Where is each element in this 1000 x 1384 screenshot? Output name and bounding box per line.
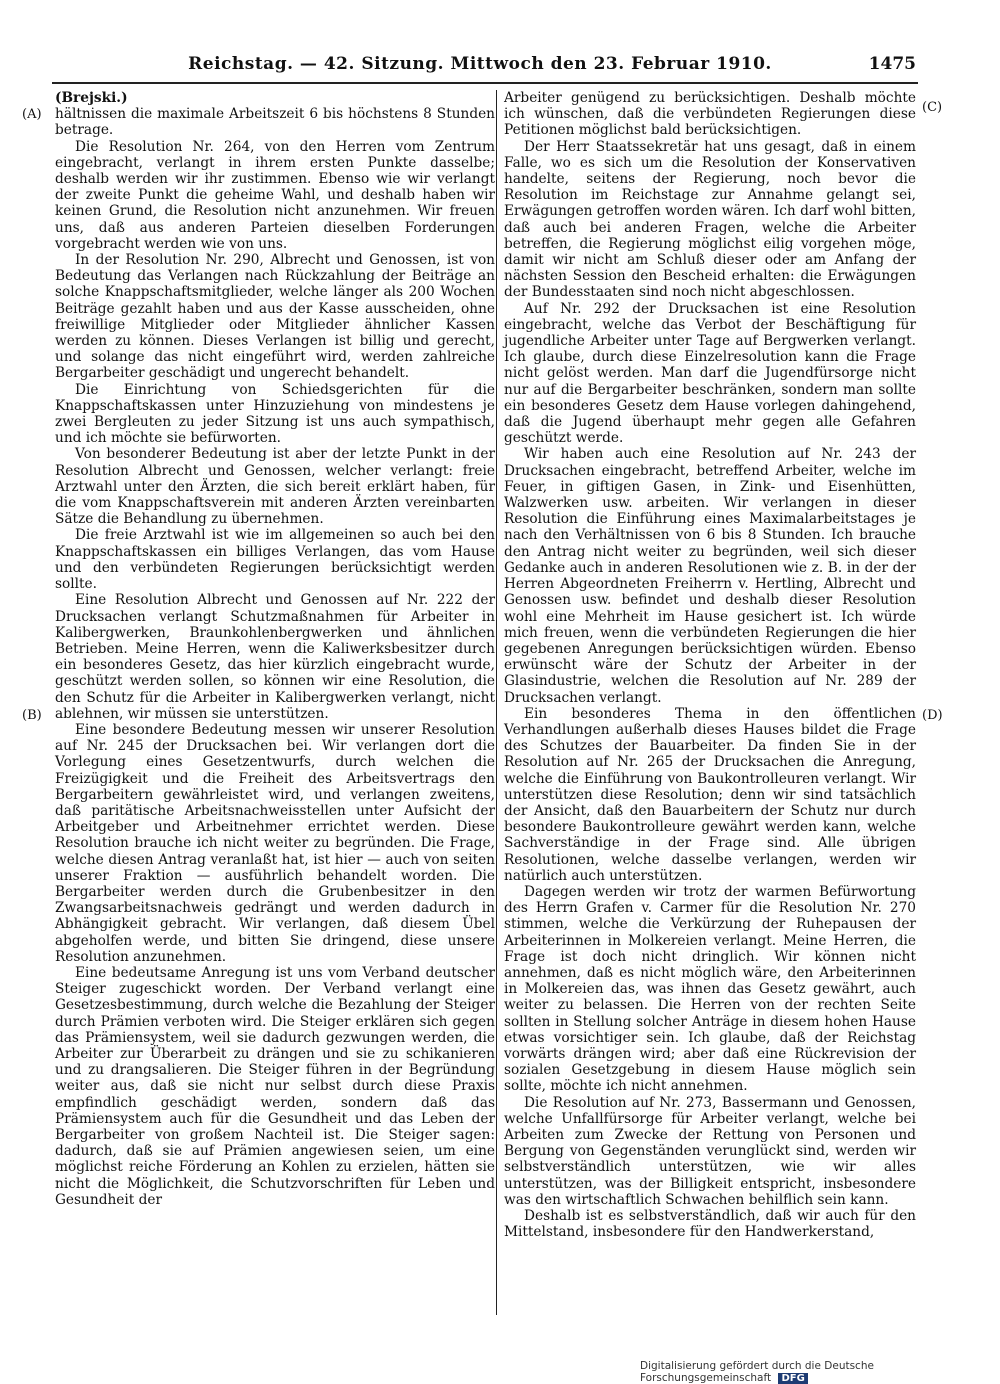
- column-divider: [496, 90, 497, 1315]
- paragraph: Eine besondere Bedeutung messen wir unserer Resolution auf Nr. 245 der Drucksachen bei. Wir verlangen dort die Vorlegung eines Gesetzentwurfs, durch welchen die Freizügigkeit und die Freiheit des Arbeitsvertrags den Bergarbeitern gewährleistet wird, und verlangen zweitens, daß paritätische Arbeitsnachweisstellen unter Aufsicht der Arbeitgeber und Arbeitnehmer errichtet werden. Diese Resolution brauche ich nicht weiter zu begründen. Die Frage, welche diesen Antrag veranlaßt hat, ist hier — auch von seiten unserer Fraktion — ausführlich behandelt worden. Die Bergarbeiter werden durch die Grubenbesitzer in den Zwangsarbeitsnachweis gedrängt und werden dadurch in Abhängigkeit gebracht. Wir verlangen, daß diesem Übel abgeholfen werde, und bitten Sie dringend, diese unsere Resolution anzunehmen.: [55, 721, 495, 965]
- paragraph: Die Einrichtung von Schiedsgerichten für die Knappschaftskassen unter Hinzuziehung von mindestens je zwei Bergleuten zu jeder Sitzung ist uns auch sympathisch, und ich möchte sie befürworten.: [55, 381, 495, 447]
- footer-text: Digitalisierung gefördert durch die Deutsche Forschungsgemeinschaft: [640, 1360, 874, 1384]
- page-number: 1475: [868, 54, 916, 74]
- paragraph: Auf Nr. 292 der Drucksachen ist eine Resolution eingebracht, welche das Verbot der Beschäftigung für jugendliche Arbeiter unter Tage auf Bergwerken verlangt. Ich glaube, durch diese Einzelresolution kann die Frage nicht gelöst werden. Man darf die Jugendfürsorge nicht nur auf die Bergarbeiter beschränken, sondern man sollte ein besonderes Gesetz dem Hause vorlegen dahingehend, daß die Jugend überhaupt mehr gegen alle Gefahren geschützt werde.: [504, 300, 916, 447]
- margin-mark-d: (D): [922, 708, 943, 723]
- page-header: [40, 54, 920, 80]
- right-column: [504, 90, 916, 1240]
- paragraph: Die Resolution Nr. 264, von den Herren vom Zentrum eingebracht, verlangt in ihrem ersten Punkte dasselbe; deshalb werden wir ihr zustimmen. Ebenso wie wir verlangt der zweite Punkt die geheime Wahl, und deshalb haben wir keinen Grund, die Resolution nicht anzunehmen. Wir freuen uns, daß aus anderen Parteien dieselben Forderungen vorgebracht werden wie von uns.: [55, 138, 495, 252]
- margin-mark-c: (C): [922, 100, 943, 115]
- paragraph: Die freie Arztwahl ist wie im allgemeinen so auch bei den Knappschaftskassen ein billiges Verlangen, das vom Hause und den verbündeten Regierungen berücksichtigt werden sollte.: [55, 527, 495, 593]
- margin-mark-b: (B): [22, 708, 42, 723]
- running-title: Reichstag. — 42. Sitzung. Mittwoch den 23. Februar 1910.: [188, 54, 772, 74]
- paragraph: hältnissen die maximale Arbeitszeit 6 bis höchstens 8 Stunden betrage.: [55, 106, 495, 139]
- paragraph: In der Resolution Nr. 290, Albrecht und Genossen, ist von Bedeutung das Verlangen nach Rückzahlung der Beiträge an solche Knappschaftsmitglieder, welche länger als 200 Wochen Beiträge gezahlt haben und aus der Kasse ausscheiden, ohne freiwillige Mitglieder oder Mitglieder ähnlicher Kassen werden zu können. Dieses Verlangen ist billig und gerecht, und solange das nicht eingeführt wird, werden zahlreiche Bergarbeiter geschädigt und ungerecht behandelt.: [55, 252, 495, 382]
- left-column: [55, 90, 495, 1208]
- paragraph: Wir haben auch eine Resolution auf Nr. 243 der Drucksachen eingebracht, betreffend Arbeiter, welche im Feuer, in giftigen Gasen, in Zink- und Eisenhütten, Walzwerken usw. arbeiten. Wir verlangen in dieser Resolution die Einführung eines Maximalarbeitstages je nach den Verhältnissen von 6 bis 8 Stunden. Ich brauche den Antrag nicht weiter zu begründen, weil sich dieser Gedanke auch in anderen Resolutionen wie z. B. in der der Herren Abgeordneten Freiherrn v. Hertling, Albrecht und Genossen usw. befindet und deshalb dieser Resolution wohl eine Mehrheit im Hause gesichert ist. Ich würde mich freuen, wenn die verbündeten Regierungen die hier gegebenen Anregungen berücksichtigen würden. Ebenso erwünscht wäre der Schutz der Arbeiter in der Glasindustrie, welchen die Resolution auf Nr. 289 der Drucksachen verlangt.: [504, 446, 916, 706]
- paragraph: Ein besonderes Thema in den öffentlichen Verhandlungen außerhalb dieses Hauses bildet die Frage des Schutzes der Bauarbeiter. Da finden Sie in der Resolution auf Nr. 265 der Drucksachen die Anregung, welche die Einführung von Baukontrolleuren verlangt. Wir unterstützen diese Resolution; denn wir sind tatsächlich der Ansicht, daß den Bauarbeitern der Schutz nur durch besondere Baukontrolleure gewährt werden kann, welche Sachverständige in der Frage sind. Alle übrigen Resolutionen, welche dasselbe verlangen, werden wir natürlich auch unterstützen.: [504, 705, 916, 884]
- paragraph: Deshalb ist es selbstverständlich, daß wir auch für den Mittelstand, insbesondere für den Handwerkerstand,: [504, 1208, 916, 1241]
- margin-mark-a: (A): [22, 107, 42, 122]
- paragraph: Eine Resolution Albrecht und Genossen auf Nr. 222 der Drucksachen verlangt Schutzmaßnahmen für Arbeiter in Kalibergwerken, Braunkohlenbergwerken und ähnlichen Betrieben. Meine Herren, wenn die Kaliwerksbesitzer durch ein besonderes Gesetz, das hier kürzlich eingebracht wurde, geschützt werden sollen, so können wir eine Resolution, die den Schutz für die Arbeiter in Kalibergwerken verlangt, nicht ablehnen, wir müssen sie unterstützen.: [55, 592, 495, 722]
- paragraph: Der Herr Staatssekretär hat uns gesagt, daß in einem Falle, wo es sich um die Resolution der Konservativen handelte, seitens der Regierung, noch bevor die Resolution im Reichstage zur Annahme gelangt sei, Erwägungen getroffen worden wären. Ich darf wohl bitten, daß auch bei anderen Fragen, welche die Arbeiter betreffen, die Regierung möglichst eilig vorgehen möge, damit wir nicht am Schluß dieser oder am Anfang der nächsten Session den Bescheid erhalten: die Erwägungen der Bundesstaaten sind noch nicht abgeschlossen.: [504, 138, 916, 301]
- digitization-footer: [640, 1360, 1000, 1384]
- paragraph: Die Resolution auf Nr. 273, Bassermann und Genossen, welche Unfallfürsorge für Arbeiter verlangt, welche bei Arbeiten zum Zwecke der Rettung von Personen und Bergung von Gegenständen verunglückt sind, werden wir selbstverständlich unterstützen, wie wir alles unterstützen, was der Billigkeit entspricht, insbesondere was den wirtschaftlich Schwachen behilflich sein kann.: [504, 1094, 916, 1208]
- header-rule: [52, 82, 918, 84]
- paragraph: Eine bedeutsame Anregung ist uns vom Verband deutscher Steiger zugeschickt worden. Der Verband verlangt eine Gesetzesbestimmung, durch welche die Bezahlung der Steiger durch Prämien verboten wird. Die Steiger erklären sich gegen das Prämiensystem, weil sie dadurch gezwungen werden, die Arbeiter zur Überarbeit zu drängen und sie zu schikanieren und zu drangsalieren. Die Steiger führen in der Begründung weiter aus, daß sie nicht nur selbst durch diese Praxis empfindlich geschädigt werden, sondern daß das Prämiensystem auch für die Gesundheit und das Leben der Bergarbeiter von großem Nachteil ist. Die Steiger sagen: dadurch, daß sie auf Prämien angewiesen seien, um eine möglichst reiche Förderung an Kohlen zu erzielen, hätten sie nicht die Möglichkeit, die Schutzvorschriften für Leben und Gesundheit der: [55, 964, 495, 1208]
- speaker-name: (Brejski.): [55, 90, 128, 106]
- paragraph: Arbeiter genügend zu berücksichtigen. Deshalb möchte ich wünschen, daß die verbündeten Regierungen diese Petitionen möglichst bald berücksichtigen.: [504, 90, 916, 139]
- paragraph: Von besonderer Bedeutung ist aber der letzte Punkt in der Resolution Albrecht und Genossen, welcher verlangt: freie Arztwahl unter den Ärzten, die sich bereit erklärt haben, für die vom Knappschaftsverein mit anderen Ärzten vereinbarten Sätze die Behandlung zu übernehmen.: [55, 446, 495, 528]
- dfg-logo: DFG: [778, 1373, 807, 1384]
- paragraph: Dagegen werden wir trotz der warmen Befürwortung des Herrn Grafen v. Carmer für die Resolution Nr. 270 stimmen, welche die Verkürzung der Ruhepausen der Arbeiterinnen in Molkereien verlangt. Meine Herren, die Frage ist doch nicht dringlich. Wir können nicht annehmen, daß es nicht möglich wäre, den Arbeiterinnen in Molkereien das, was ihnen das Gesetz gewährt, auch weiter zu belassen. Die Herren von der rechten Seite sollten in Stellung solcher Anträge in diesem hohen Hause etwas vorsichtiger sein. Ich glaube, daß der Reichstag vorwärts drängen wird; aber daß eine Rückrevision der sozialen Gesetzgebung in diesem Hause möglich sein sollte, möchte ich nicht annehmen.: [504, 883, 916, 1095]
